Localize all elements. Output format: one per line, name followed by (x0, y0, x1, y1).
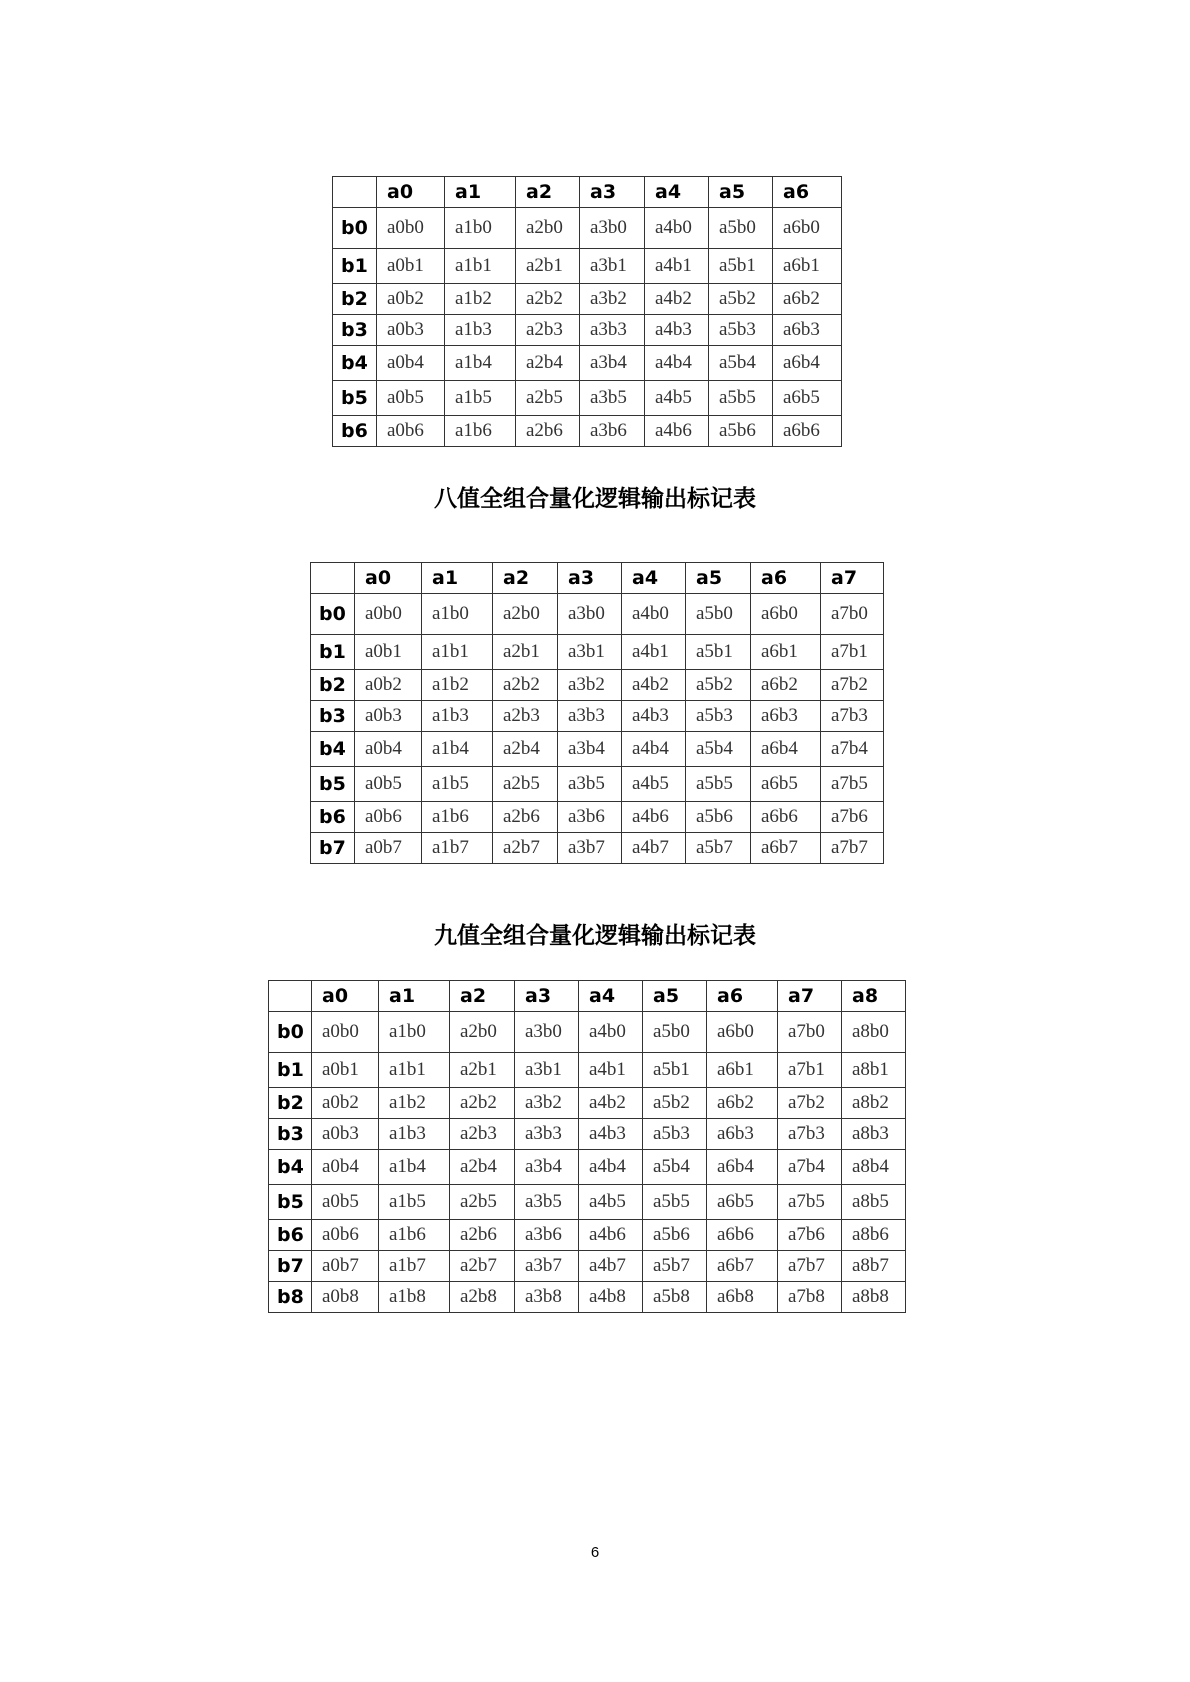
table-cell: a2b1 (516, 249, 580, 284)
table-cell: a7b3 (821, 701, 884, 732)
table-cell: a7b7 (821, 833, 884, 864)
table-cell: a1b1 (445, 249, 516, 284)
table-cell: a7b2 (821, 670, 884, 701)
table-cell: a0b1 (377, 249, 445, 284)
table-cell: a3b5 (515, 1185, 579, 1220)
row-header: b2 (333, 284, 377, 315)
table-cell: a5b1 (643, 1053, 707, 1088)
table-cell: a3b2 (558, 670, 622, 701)
table-cell: a1b5 (379, 1185, 450, 1220)
column-header: a6 (773, 177, 842, 208)
table-cell: a4b2 (622, 670, 686, 701)
table-cell: a6b5 (751, 767, 821, 802)
table-cell: a7b4 (778, 1150, 842, 1185)
table-cell: a2b3 (516, 315, 580, 346)
table-cell: a2b8 (450, 1282, 515, 1313)
column-header: a1 (422, 563, 493, 594)
table-row (311, 767, 884, 802)
table-cell: a8b5 (842, 1185, 906, 1220)
table-cell: a2b0 (516, 208, 580, 249)
table-cell: a5b0 (643, 1012, 707, 1053)
row-header: b3 (269, 1119, 312, 1150)
table-row (311, 701, 884, 732)
table-cell: a1b2 (379, 1088, 450, 1119)
table-cell: a0b6 (312, 1220, 379, 1251)
table-cell: a6b0 (773, 208, 842, 249)
marker-table-8 (310, 562, 884, 864)
column-header: a3 (515, 981, 579, 1012)
table-cell: a4b4 (622, 732, 686, 767)
table-cell: a3b4 (580, 346, 645, 381)
table-row (269, 1251, 906, 1282)
table-cell: a4b5 (579, 1185, 643, 1220)
table-cell: a3b5 (580, 381, 645, 416)
table-cell: a7b0 (821, 594, 884, 635)
table-cell: a2b7 (493, 833, 558, 864)
table-cell: a1b0 (445, 208, 516, 249)
table-cell: a6b4 (707, 1150, 778, 1185)
table-cell: a3b5 (558, 767, 622, 802)
row-header: b5 (269, 1185, 312, 1220)
table-row (269, 1150, 906, 1185)
table-cell: a7b7 (778, 1251, 842, 1282)
table-cell: a8b1 (842, 1053, 906, 1088)
table-cell: a3b6 (580, 416, 645, 447)
table-row (333, 346, 842, 381)
table-cell: a5b3 (709, 315, 773, 346)
column-header: a1 (379, 981, 450, 1012)
table-cell: a0b5 (355, 767, 422, 802)
table-cell: a1b3 (445, 315, 516, 346)
table-cell: a6b0 (707, 1012, 778, 1053)
table-cell: a1b4 (379, 1150, 450, 1185)
table-row (311, 802, 884, 833)
table-cell: a5b4 (709, 346, 773, 381)
table-cell: a2b5 (450, 1185, 515, 1220)
table-cell: a2b3 (493, 701, 558, 732)
header-corner-cell (269, 981, 312, 1012)
table-cell: a0b1 (312, 1053, 379, 1088)
table-row (311, 732, 884, 767)
table-cell: a1b3 (422, 701, 493, 732)
table-row (311, 670, 884, 701)
table-cell: a6b2 (707, 1088, 778, 1119)
row-header: b0 (311, 594, 355, 635)
column-header: a2 (450, 981, 515, 1012)
table-cell: a3b6 (515, 1220, 579, 1251)
table-cell: a5b4 (643, 1150, 707, 1185)
table-cell: a0b2 (312, 1088, 379, 1119)
column-header: a4 (645, 177, 709, 208)
table-row (269, 1088, 906, 1119)
table-cell: a7b5 (778, 1185, 842, 1220)
table-cell: a0b0 (377, 208, 445, 249)
table-header-row (311, 563, 884, 594)
table-cell: a1b7 (422, 833, 493, 864)
table-cell: a3b7 (515, 1251, 579, 1282)
table-caption-8: 八值全组合量化逻辑输出标记表 (434, 486, 756, 512)
table-cell: a4b3 (579, 1119, 643, 1150)
row-header: b1 (333, 249, 377, 284)
table-cell: a4b1 (645, 249, 709, 284)
table-cell: a2b5 (516, 381, 580, 416)
table-cell: a7b6 (778, 1220, 842, 1251)
column-header: a4 (579, 981, 643, 1012)
table-row (269, 1220, 906, 1251)
table-cell: a3b2 (515, 1088, 579, 1119)
table-cell: a8b4 (842, 1150, 906, 1185)
table-cell: a4b4 (579, 1150, 643, 1185)
table-cell: a5b3 (686, 701, 751, 732)
table-cell: a6b4 (751, 732, 821, 767)
table-row (333, 284, 842, 315)
table-header-row (269, 981, 906, 1012)
row-header: b4 (333, 346, 377, 381)
column-header: a7 (778, 981, 842, 1012)
table-cell: a2b6 (450, 1220, 515, 1251)
header-corner-cell (311, 563, 355, 594)
table-cell: a0b4 (312, 1150, 379, 1185)
table-cell: a1b7 (379, 1251, 450, 1282)
column-header: a0 (377, 177, 445, 208)
column-header: a5 (643, 981, 707, 1012)
table-row (333, 208, 842, 249)
table-cell: a0b7 (355, 833, 422, 864)
marker-table-9 (268, 980, 906, 1313)
table-row (333, 315, 842, 346)
table-cell: a1b4 (445, 346, 516, 381)
table-cell: a2b0 (493, 594, 558, 635)
table-cell: a6b1 (751, 635, 821, 670)
table-cell: a4b6 (645, 416, 709, 447)
table-cell: a0b2 (355, 670, 422, 701)
table-cell: a4b4 (645, 346, 709, 381)
column-header: a2 (516, 177, 580, 208)
column-header: a0 (355, 563, 422, 594)
table-cell: a6b8 (707, 1282, 778, 1313)
table-row (269, 1119, 906, 1150)
table-cell: a4b0 (622, 594, 686, 635)
row-header: b0 (269, 1012, 312, 1053)
table-cell: a0b5 (312, 1185, 379, 1220)
table-cell: a4b8 (579, 1282, 643, 1313)
table-cell: a0b7 (312, 1251, 379, 1282)
table-cell: a6b3 (751, 701, 821, 732)
table-cell: a5b5 (686, 767, 751, 802)
row-header: b6 (333, 416, 377, 447)
table-cell: a7b4 (821, 732, 884, 767)
table-cell: a2b4 (516, 346, 580, 381)
table-cell: a8b7 (842, 1251, 906, 1282)
table-cell: a6b6 (751, 802, 821, 833)
table-row (269, 1012, 906, 1053)
table-cell: a2b6 (516, 416, 580, 447)
table-row (269, 1053, 906, 1088)
marker-table-7 (332, 176, 842, 447)
table-cell: a2b0 (450, 1012, 515, 1053)
table-cell: a0b3 (355, 701, 422, 732)
table-cell: a1b2 (445, 284, 516, 315)
table-cell: a5b8 (643, 1282, 707, 1313)
table-cell: a4b2 (645, 284, 709, 315)
table-cell: a3b1 (558, 635, 622, 670)
table-cell: a4b6 (622, 802, 686, 833)
row-header: b1 (269, 1053, 312, 1088)
table-cell: a5b5 (643, 1185, 707, 1220)
table-row (333, 381, 842, 416)
table-cell: a6b0 (751, 594, 821, 635)
table-cell: a4b2 (579, 1088, 643, 1119)
column-header: a5 (686, 563, 751, 594)
table-cell: a3b3 (558, 701, 622, 732)
table-cell: a5b6 (643, 1220, 707, 1251)
table-cell: a5b0 (709, 208, 773, 249)
table-cell: a2b5 (493, 767, 558, 802)
table-cell: a3b8 (515, 1282, 579, 1313)
table-cell: a1b2 (422, 670, 493, 701)
table-cell: a3b1 (515, 1053, 579, 1088)
table-cell: a5b2 (709, 284, 773, 315)
table-cell: a1b1 (422, 635, 493, 670)
column-header: a4 (622, 563, 686, 594)
table-cell: a6b7 (751, 833, 821, 864)
table-cell: a1b8 (379, 1282, 450, 1313)
table-cell: a1b6 (379, 1220, 450, 1251)
table-cell: a2b4 (493, 732, 558, 767)
column-header: a0 (312, 981, 379, 1012)
table-cell: a6b5 (707, 1185, 778, 1220)
row-header: b0 (333, 208, 377, 249)
table-cell: a3b1 (580, 249, 645, 284)
table-cell: a5b6 (709, 416, 773, 447)
table-cell: a6b1 (773, 249, 842, 284)
table-cell: a3b0 (515, 1012, 579, 1053)
row-header: b3 (333, 315, 377, 346)
column-header: a3 (558, 563, 622, 594)
table-cell: a1b5 (422, 767, 493, 802)
row-header: b4 (269, 1150, 312, 1185)
table-row (311, 635, 884, 670)
table-cell: a6b5 (773, 381, 842, 416)
table-cell: a5b2 (686, 670, 751, 701)
table-header-row (333, 177, 842, 208)
table-cell: a8b6 (842, 1220, 906, 1251)
table-cell: a8b3 (842, 1119, 906, 1150)
table-cell: a0b1 (355, 635, 422, 670)
table-cell: a0b8 (312, 1282, 379, 1313)
row-header: b7 (269, 1251, 312, 1282)
table-row (311, 833, 884, 864)
column-header: a6 (707, 981, 778, 1012)
table-cell: a0b6 (355, 802, 422, 833)
table-cell: a6b4 (773, 346, 842, 381)
table-cell: a0b0 (355, 594, 422, 635)
table-cell: a6b3 (773, 315, 842, 346)
table-cell: a7b8 (778, 1282, 842, 1313)
table-cell: a5b0 (686, 594, 751, 635)
table-cell: a5b7 (686, 833, 751, 864)
table-cell: a4b0 (645, 208, 709, 249)
table-cell: a4b7 (579, 1251, 643, 1282)
table-cell: a3b0 (558, 594, 622, 635)
table-cell: a7b1 (821, 635, 884, 670)
table-cell: a1b3 (379, 1119, 450, 1150)
table-cell: a2b2 (450, 1088, 515, 1119)
column-header: a8 (842, 981, 906, 1012)
table-cell: a0b5 (377, 381, 445, 416)
table-cell: a8b0 (842, 1012, 906, 1053)
table-cell: a0b0 (312, 1012, 379, 1053)
row-header: b6 (269, 1220, 312, 1251)
table-cell: a2b4 (450, 1150, 515, 1185)
row-header: b7 (311, 833, 355, 864)
table-cell: a5b2 (643, 1088, 707, 1119)
column-header: a2 (493, 563, 558, 594)
table-cell: a8b8 (842, 1282, 906, 1313)
table-cell: a3b4 (558, 732, 622, 767)
table-cell: a6b1 (707, 1053, 778, 1088)
table-cell: a1b1 (379, 1053, 450, 1088)
table-cell: a4b0 (579, 1012, 643, 1053)
table-cell: a5b5 (709, 381, 773, 416)
table-cell: a1b6 (422, 802, 493, 833)
table-cell: a2b3 (450, 1119, 515, 1150)
table-cell: a1b4 (422, 732, 493, 767)
table-cell: a0b6 (377, 416, 445, 447)
table-cell: a3b2 (580, 284, 645, 315)
table-cell: a7b1 (778, 1053, 842, 1088)
table-cell: a3b3 (515, 1119, 579, 1150)
column-header: a3 (580, 177, 645, 208)
table-cell: a6b3 (707, 1119, 778, 1150)
table-cell: a6b6 (773, 416, 842, 447)
table-cell: a3b7 (558, 833, 622, 864)
table-caption-9: 九值全组合量化逻辑输出标记表 (434, 923, 756, 949)
table-cell: a7b0 (778, 1012, 842, 1053)
table-cell: a2b1 (493, 635, 558, 670)
table-row (269, 1282, 906, 1313)
column-header: a5 (709, 177, 773, 208)
row-header: b2 (311, 670, 355, 701)
table-cell: a5b1 (709, 249, 773, 284)
table-cell: a5b1 (686, 635, 751, 670)
table-cell: a5b4 (686, 732, 751, 767)
table-cell: a2b6 (493, 802, 558, 833)
table-cell: a5b6 (686, 802, 751, 833)
table-cell: a4b6 (579, 1220, 643, 1251)
table-cell: a0b2 (377, 284, 445, 315)
column-header: a6 (751, 563, 821, 594)
table-cell: a3b3 (580, 315, 645, 346)
row-header: b5 (311, 767, 355, 802)
row-header: b4 (311, 732, 355, 767)
row-header: b1 (311, 635, 355, 670)
row-header: b8 (269, 1282, 312, 1313)
table-cell: a4b7 (622, 833, 686, 864)
table-cell: a4b3 (645, 315, 709, 346)
table-cell: a2b1 (450, 1053, 515, 1088)
table-cell: a4b1 (579, 1053, 643, 1088)
table-cell: a6b6 (707, 1220, 778, 1251)
table-cell: a6b2 (751, 670, 821, 701)
table-cell: a2b2 (493, 670, 558, 701)
table-row (333, 416, 842, 447)
table-cell: a4b1 (622, 635, 686, 670)
table-cell: a6b2 (773, 284, 842, 315)
table-cell: a1b6 (445, 416, 516, 447)
row-header: b2 (269, 1088, 312, 1119)
table-cell: a1b0 (422, 594, 493, 635)
table-cell: a8b2 (842, 1088, 906, 1119)
table-cell: a0b3 (312, 1119, 379, 1150)
column-header: a1 (445, 177, 516, 208)
table-row (311, 594, 884, 635)
table-cell: a7b2 (778, 1088, 842, 1119)
table-cell: a0b4 (377, 346, 445, 381)
table-cell: a7b6 (821, 802, 884, 833)
table-cell: a2b2 (516, 284, 580, 315)
row-header: b5 (333, 381, 377, 416)
table-cell: a3b6 (558, 802, 622, 833)
row-header: b3 (311, 701, 355, 732)
table-cell: a7b5 (821, 767, 884, 802)
row-header: b6 (311, 802, 355, 833)
table-row (333, 249, 842, 284)
table-cell: a4b5 (645, 381, 709, 416)
table-cell: a5b7 (643, 1251, 707, 1282)
table-cell: a7b3 (778, 1119, 842, 1150)
table-cell: a3b0 (580, 208, 645, 249)
table-cell: a0b4 (355, 732, 422, 767)
table-row (269, 1185, 906, 1220)
header-corner-cell (333, 177, 377, 208)
table-cell: a0b3 (377, 315, 445, 346)
table-cell: a3b4 (515, 1150, 579, 1185)
table-cell: a1b0 (379, 1012, 450, 1053)
page-number: 6 (590, 1544, 600, 1561)
table-cell: a6b7 (707, 1251, 778, 1282)
table-cell: a4b5 (622, 767, 686, 802)
table-cell: a5b3 (643, 1119, 707, 1150)
table-cell: a4b3 (622, 701, 686, 732)
column-header: a7 (821, 563, 884, 594)
table-cell: a1b5 (445, 381, 516, 416)
table-cell: a2b7 (450, 1251, 515, 1282)
